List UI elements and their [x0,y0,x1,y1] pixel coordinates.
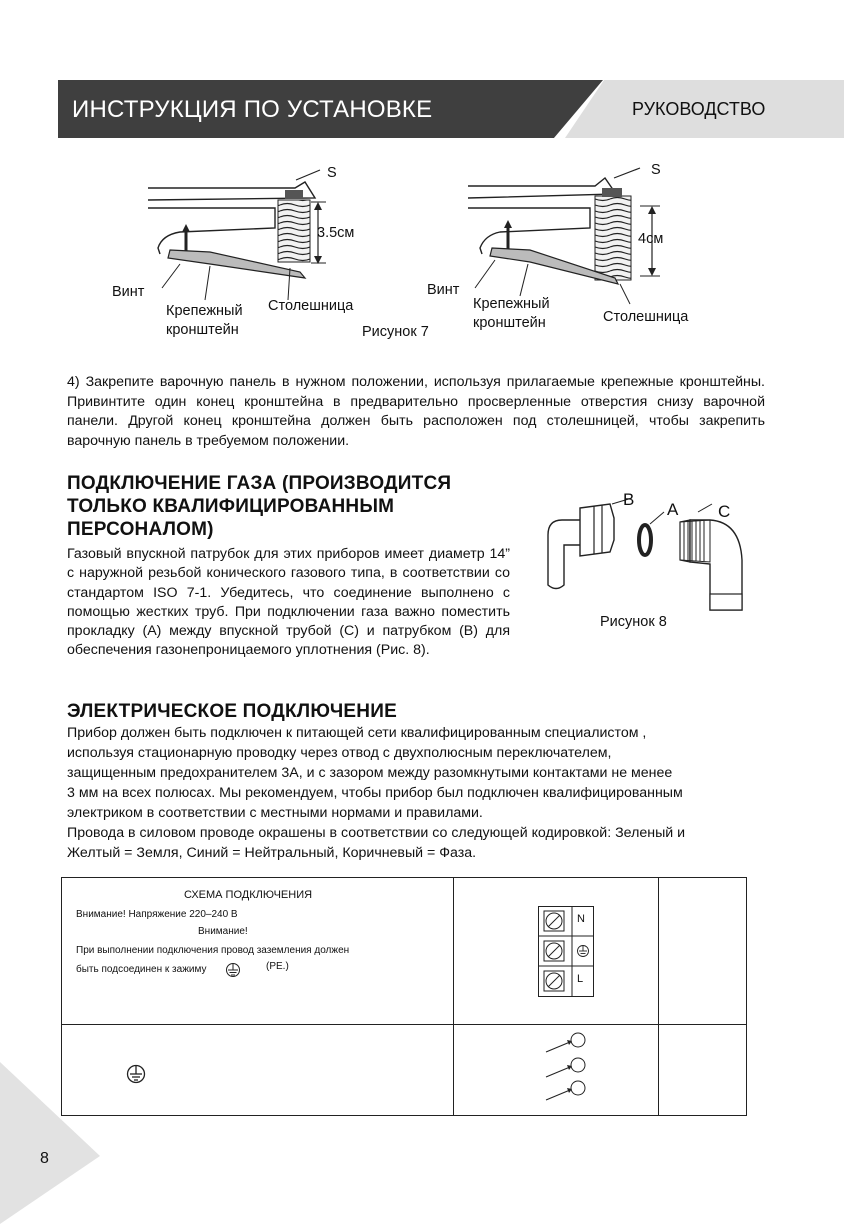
right-screw-label: Винт [427,282,460,298]
left-screw-label: Винт [112,284,145,300]
right-installation-drawing [468,168,660,304]
page-number: 8 [40,1150,49,1167]
figure-7-caption: Рисунок 7 [362,324,429,340]
label-a: A [667,500,679,519]
terminal-block [538,906,598,998]
wire-terminal-2 [546,1058,585,1077]
scheme-voltage: Внимание! Напряжение 220–240 В [76,909,238,920]
scheme-pe: (PE.) [266,961,289,972]
ground-symbol-icon [126,1064,148,1086]
figure-7-drawing [100,160,720,310]
figure-8-caption: Рисунок 8 [600,614,667,630]
left-s-label: S [327,165,337,181]
gas-heading: ПОДКЛЮЧЕНИЕ ГАЗА (ПРОИЗВОДИТСЯ ТОЛЬКО КВАЛИФИЦИРОВАННЫМ ПЕРСОНАЛОМ) [67,473,452,540]
section-label: РУКОВОДСТВО [632,99,766,119]
left-bracket-label-2: кронштейн [166,322,239,338]
scheme-note-2: быть подсоединен к зажиму [76,964,207,975]
right-dimension-label: 4см [638,231,664,247]
connection-scheme-table [61,877,747,1116]
terminal-l-label: L [577,973,584,985]
label-b: B [623,490,635,509]
left-installation-drawing [148,170,326,300]
electric-heading: ЭЛЕКТРИЧЕСКОЕ ПОДКЛЮЧЕНИЕ [67,701,397,722]
elbow-pipe-b-drawing [548,498,632,589]
scheme-title: СХЕМА ПОДКЛЮЧЕНИЯ [184,889,313,901]
electric-text: Прибор должен быть подключен к питающей сети квалифицированным специалистом , используя стационарную проводку через отвод с двухполюсным переключателем, защищенным предохранителем 3А, и с зазором между разомкнутыми контактами не менее 3 мм на всех полюсах. Мы рекомендуем, чтобы прибор был подключен квалифицированным электриком в соответствии с местными нормами и правилами. Провода в силовом проводе окрашены в соответствии со следующей кодировкой: Зеленый и Желтый = Земля, Синий = Нейтральный, Коричневый = Фаза. [67,725,686,861]
wire-terminals-diagram [538,1030,608,1110]
left-dimension-label: 3.5см [317,225,355,241]
page-title: ИНСТРУКЦИЯ ПО УСТАНОВКЕ [72,96,433,123]
right-worktop-label: Столешница [603,309,689,325]
right-bracket-label-1: Крепежный [473,296,550,312]
wire-terminal-1 [546,1033,585,1052]
scheme-note-1: При выполнении подключения провод заземления должен [76,945,350,956]
gasket-a-drawing [639,512,664,555]
right-s-label: S [651,162,661,178]
pipe-c-drawing [680,504,742,610]
left-bracket-label-1: Крепежный [166,303,243,319]
gas-text: Газовый впускной патрубок для этих приборов имеет диаметр 14” с наружной резьбой конического газового типа, в соответствии со стандартом ISO 7-1. Убедитесь, что соединение выполнено с помощью жестких труб. При подключении газа важно поместить прокладку (А) между впускной трубой (С) и патрубком (В) для обеспечения газонепроницаемого уплотнения (Рис. 8). [67,546,510,659]
terminal-n-label: N [577,913,585,925]
label-c: C [718,502,731,521]
scheme-warning: Внимание! [198,926,248,937]
ground-icon [225,962,243,978]
step-4-text: 4) Закрепите варочную панель в нужном положении, используя прилагаемые крепежные кронштейны. Привинтите один конец кронштейна в предварительно просверленные отверстия снизу варочной панели. Другой конец кронштейна должен быть расположен под столешницей, чтобы закрепить варочную панель в требуемом положении. [67,374,765,449]
right-bracket-label-2: кронштейн [473,315,546,331]
wire-terminal-3 [546,1081,585,1100]
left-worktop-label: Столешница [268,298,354,314]
